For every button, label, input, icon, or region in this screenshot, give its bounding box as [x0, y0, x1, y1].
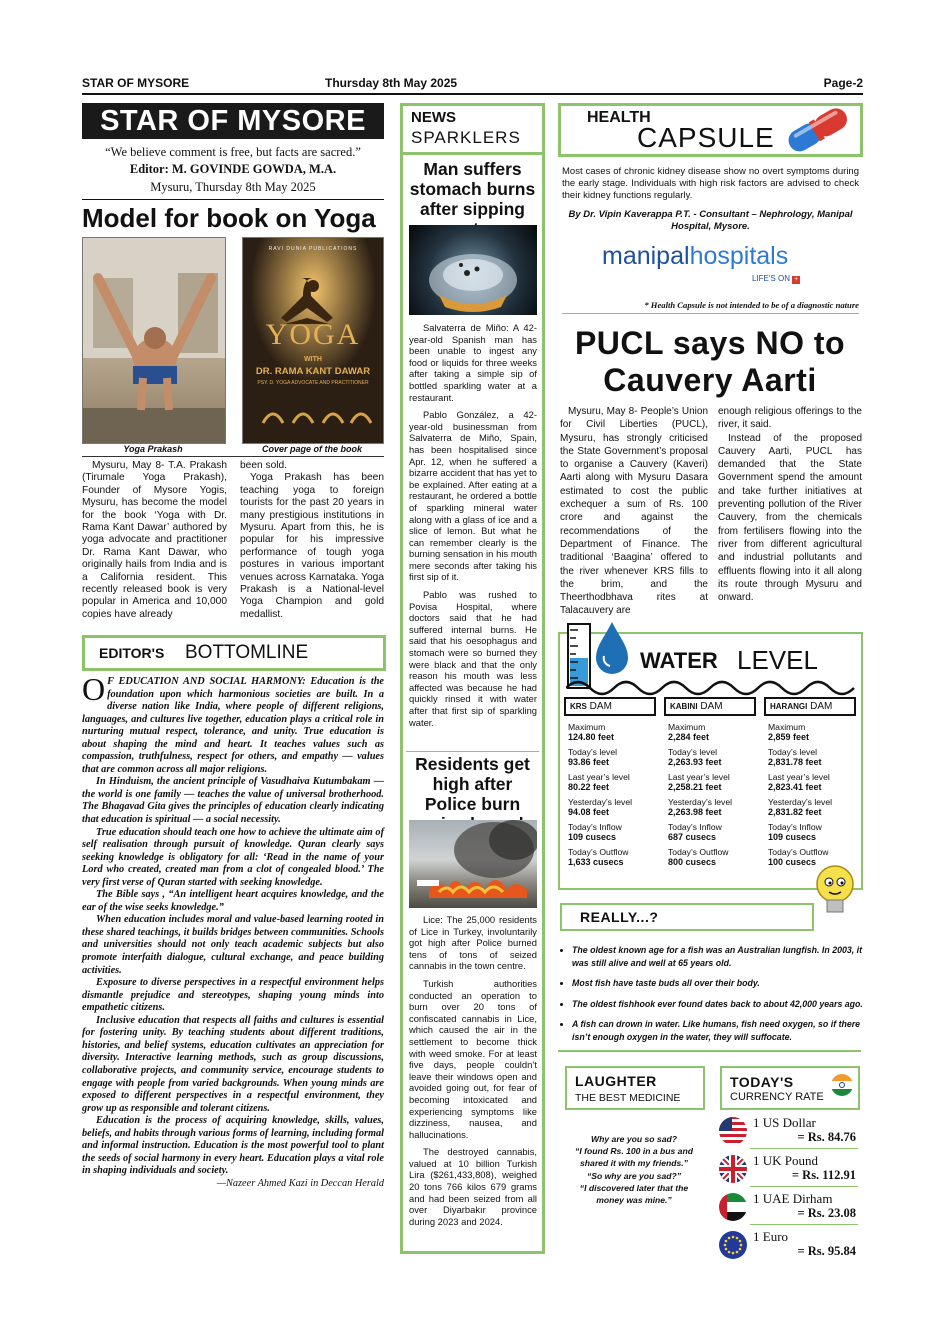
pucl-col2b: Instead of the proposed Cauvery Aarti, PUCL has demanded that the State Government spend the amount and take further initiatives at preventing pollution of the River Cauvery, from the chemicals from fertilisers flowing into the river from different agricultural and industrial pollutants and effluents flowing into it all along its route through Mysuru and onward.	[718, 432, 862, 604]
dam-stat-label: Maximum	[768, 722, 806, 732]
currency-rule	[750, 1148, 858, 1149]
currency-unit: 1 UAE Dirham	[753, 1191, 833, 1206]
sparklers-label-bold: NEWS	[411, 109, 456, 126]
laughter-label-light: THE BEST MEDICINE	[575, 1092, 681, 1104]
currency-row	[718, 1115, 858, 1145]
water-label-bold: WATER	[640, 648, 718, 673]
currency-rule	[750, 1224, 858, 1225]
dam-name-bold: KABINI	[670, 702, 698, 711]
yoga-col2	[240, 460, 384, 621]
story2-paragraph: Lice: The 25,000 residents of Lice in Turkey, involuntarily got high after Police burned tens of tons of seized cannabis in the town centre.	[409, 914, 537, 972]
currency-rule	[750, 1186, 858, 1187]
currency-label-light: CURRENCY RATE	[730, 1091, 824, 1103]
us-flag-icon	[718, 1116, 748, 1146]
editorial-paragraph: Exposure to diverse perspectives in a respectful environment helps dismantle prejudice and stereotypes, shaping young minds into empathetic citizens.	[82, 977, 384, 1014]
dam-stat-value: 94.08 feet	[568, 807, 610, 817]
uk-flag-icon	[718, 1154, 748, 1184]
header-rule	[82, 93, 863, 95]
editorial-label-box	[82, 635, 386, 671]
dam-stat-value: 2,831.78 feet	[768, 757, 822, 767]
yoga-photo-caption: Yoga Prakash	[123, 444, 183, 454]
editorial-paragraph: The Bible says , “An intelligent heart acquires knowledge, and the ear of the wise seeks knowledge.”	[82, 889, 384, 913]
lightbulb-icon	[812, 862, 858, 922]
pucl-col1: Mysuru, May 8- People’s Union for Civil Liberties (PUCL), Mysuru, has strongly criticised the State Government’s proposal to organise a Cauvery (Kaveri) Aarti along with Mysuru Dasara estimated to cost the public exchequer a sum of Rs. 100 crore and against the recommendations of the Department of Finance. The traditional ‘Baagina’ offered to the river whenever KRS fills to the brim, and the Theerthodbhava rites at Talacauvery are	[560, 406, 708, 617]
dam-stat-label: Maximum	[668, 722, 706, 732]
story2-body	[409, 914, 537, 1233]
health-rule	[562, 313, 859, 314]
uae-flag-icon	[718, 1192, 748, 1222]
joke	[566, 1133, 702, 1206]
dam-stat-label: Today’s Outflow	[568, 847, 629, 857]
yoga-photo	[82, 237, 226, 444]
dam-name	[564, 697, 656, 716]
page-number: Page-2	[823, 76, 863, 90]
yoga-headline: Model for book on Yoga	[82, 203, 376, 233]
cover-subtitle: PSY. D. YOGA ADVOCATE AND PRACTITIONER	[257, 380, 369, 386]
masthead-editor: Editor: M. GOVINDE GOWDA, M.A.	[129, 162, 337, 176]
dam-stat-value: 2,284 feet	[668, 732, 710, 742]
joke-line: “So why are you sad?”	[586, 1170, 682, 1181]
dam-column	[764, 697, 856, 872]
story1-paragraph: Salvaterra de Miño: A 42-year-old Spanish man has been unable to ingest any food or liquids for three weeks after taking a simple sip of bottled sparkling water at a restaurant.	[409, 322, 537, 403]
editorial-label-bold: EDITOR'S	[99, 645, 165, 661]
story2-paragraph: The destroyed cannabis, valued at 10 billion Turkish Lira ($261,433,808), weighed 20 tons 766 kilos 679 grams and had been seized from all over Diyarbakır province during 2023 and 2024.	[409, 1146, 537, 1227]
dam-stat-label: Maximum	[568, 722, 606, 732]
cover-title: YOGA	[265, 318, 361, 351]
editorial-label-light: BOTTOMLINE	[185, 642, 309, 663]
dam-stat-label: Today’s level	[768, 747, 818, 757]
book-cover	[242, 237, 384, 444]
dam-stat-value: 2,258.21 feet	[668, 782, 722, 792]
masthead-motto: “We believe comment is free, but facts are sacred.”	[105, 145, 361, 159]
sparklers-divider	[400, 152, 545, 155]
dam-stat-label: Today’s Inflow	[568, 822, 622, 832]
manipal-logo-b: hospitals	[689, 242, 789, 270]
dam-name	[664, 697, 756, 716]
editorial-paragraph: In Hinduism, the ancient principle of Vasudhaiva Kutumbakam — the world is one family — teaches the value of universal brotherhood. The Bhagavad Gita gives the principles of education clearly indicating that education is spiritual — a social necessity.	[82, 776, 384, 826]
dam-stat-label: Today’s Outflow	[768, 847, 829, 857]
masthead-title: STAR OF MYSORE	[82, 103, 384, 139]
dam-name-light: DAM	[589, 701, 612, 712]
dam-stat-label: Today’s level	[568, 747, 618, 757]
dam-stat-label: Today’s Outflow	[668, 847, 729, 857]
dam-stat-value: 1,633 cusecs	[568, 857, 624, 867]
editorial-paragraph: True education should teach one how to achieve the ultimate aim of self realisation through pursuit of knowledge. Quran clearly says seeking knowledge is obligatory for all: ‘Read in the name of your Lord who created, created man from a clot of congealed blood.’ The very first verse of Quran started with seeking knowledge.	[82, 826, 384, 888]
health-label-light: CAPSULE	[637, 122, 775, 153]
really-label: REALLY...?	[580, 909, 659, 925]
story1-headline: Man suffers stomach burns after sipping	[409, 159, 536, 219]
fact-item: • Most fish have taste buds all over their body.	[572, 977, 872, 990]
health-text: Most cases of chronic kidney disease show no overt symptoms during the early stage. Individuals with high risk factors are advised to check their kidney functions regularly.	[562, 166, 859, 201]
joke-line: “I discovered later that the money was mine.”	[579, 1182, 689, 1206]
laughter-label-box	[565, 1066, 705, 1110]
dam-name-bold: HARANGI	[770, 702, 808, 711]
pucl-col2a: enough religious offerings to the river, it said.	[718, 406, 862, 431]
story1-body	[409, 322, 537, 734]
dam-stat-value: 109 cusecs	[768, 832, 817, 842]
issue-date: Thursday 8th May 2025	[325, 76, 458, 90]
currency-row	[718, 1191, 858, 1221]
water-waves-icon	[566, 676, 856, 698]
health-disclaimer: * Health Capsule is not intended to be of a diagnostic nature	[644, 300, 859, 310]
dam-name	[764, 697, 856, 716]
fact-item: • The oldest known age for a fish was an Australian lungfish. In 2003, it was still alive and well at 65 years old.	[572, 944, 872, 969]
dam-stat-value: 100 cusecs	[768, 857, 817, 867]
story2-paragraph: Turkish authorities conducted an operation to burn over 20 tons of confiscated cannabis in Lice, which caused the air in the settlement to become thick with weed smoke. For at least five days, people couldn’t leave their windows open and avoided going out, for fear of becoming intoxicated and experiencing symptoms like dizziness, nausea, and hallucinations.	[409, 977, 537, 1140]
dam-stat-label: Last year’s level	[568, 772, 630, 782]
dam-stat-value: 2,859 feet	[768, 732, 810, 742]
dam-name-bold: KRS	[570, 702, 587, 711]
capsule-icon	[779, 102, 859, 154]
pucl-col2	[718, 405, 862, 604]
caption-rule	[82, 456, 384, 457]
dam-stat-label: Last year’s level	[668, 772, 730, 782]
masthead-rule	[82, 199, 384, 200]
laughter-label-bold: LAUGHTER	[575, 1073, 657, 1089]
story1-paragraph: Pablo was rushed to Povisa Hospital, where doctors said that he had suffered internal burns. He said that his oesophagus and stomach were so burned they were black and that the only reason his mouth was less affected was because he had quickly rinsed it with water after that first sip of sparkling water.	[409, 589, 537, 728]
dam-name-light: DAM	[810, 701, 833, 712]
yoga-col2b: Yoga Prakash has been teaching yoga to foreign tourists for the past 20 years in many prestigious institutions in Mysuru. Apart from this, he is popular for his impressive performance of tough yoga postures in various important venues across Karnataka. Yoga Prakash is a National-level Yoga Champion and gold medallist.	[240, 472, 384, 620]
sparklers-label-light: SPARKLERS	[411, 128, 521, 147]
fact-item: • The oldest fishhook ever found dates back to about 42,000 years ago.	[572, 998, 872, 1011]
editorial-paragraph: F EDUCATION AND SOCIAL HARMONY: Education is the foundation upon which harmonious societies are built. In a diverse nation like India, where people of different religions, languages, and cultures live together, education plays a critical role in nurturing mutual respect, tolerance, and unity. True education is about shaping the mind and heart. It teaches values such as compassion, truthfulness, respect for others, and empathy — values that are common across all major religions.	[82, 676, 384, 775]
currency-label-bold: TODAY'S	[730, 1074, 794, 1090]
currency-unit: 1 Euro	[753, 1229, 789, 1244]
story2-headline: Residents get high after Police burn	[415, 754, 530, 814]
dam-stat-label: Today’s Inflow	[668, 822, 722, 832]
dam-stat-value: 2,823.41 feet	[768, 782, 822, 792]
eu-flag-icon	[718, 1230, 748, 1260]
manipal-tagline-text: LIFE'S ON	[752, 274, 790, 283]
currency-row	[718, 1153, 858, 1183]
health-label-bold: HEALTH	[587, 109, 651, 126]
dam-stat-value: 2,263.93 feet	[668, 757, 722, 767]
really-rule	[558, 1050, 861, 1052]
dam-stat-value: 93.86 feet	[568, 757, 610, 767]
editorial-paragraph: When education includes moral and value-based learning rooted in these shared teachings, it builds bridges between communities. Schools and universities should not only teach academic subjects but also promote interfaith dialogue, cultural exchange, and peace building activities.	[82, 914, 384, 976]
editorial-paragraph: Inclusive education that respects all faiths and cultures is essential for fostering unity. By teaching students about different traditions, histories, and belief systems, education cultivates an appreciation for diversity. Interactive learning methods, such as group discussions, collaborative projects, and community service, encourage students to engage with people from varied backgrounds. When young minds are exposed to different perspectives in a respectful environment, they grow up as responsible and tolerant citizens.	[82, 1014, 384, 1114]
cover-with: WITH	[304, 356, 322, 363]
currency-label-box	[720, 1066, 860, 1110]
really-facts	[560, 944, 872, 1051]
currency-value: = Rs. 112.91	[791, 1168, 856, 1182]
dam-stat-value: 800 cusecs	[668, 857, 717, 867]
currency-value: = Rs. 95.84	[797, 1244, 856, 1258]
editorial-dropcap: O	[82, 671, 106, 707]
currency-unit: 1 US Dollar	[753, 1115, 816, 1130]
story-divider	[406, 751, 539, 752]
yoga-pose-illustration	[83, 238, 225, 443]
editorial-paragraph: Education is the process of acquiring knowledge, skills, values, beliefs, and habits through various forms of learning, including formal and informal instruction. Education is the most powerful tool to plant the seeds of social harmony in every heart. Education plays a vital role in shaping individuals and society.	[82, 1115, 384, 1177]
page-header	[82, 76, 863, 92]
dam-stat-label: Last year’s level	[768, 772, 830, 782]
dam-stat-value: 80.22 feet	[568, 782, 610, 792]
currency-value: = Rs. 23.08	[797, 1206, 856, 1220]
cover-caption: Cover page of the book	[261, 444, 362, 454]
joke-line: Why are you so sad?	[591, 1134, 677, 1144]
india-flag-icon	[830, 1073, 854, 1097]
dam-column	[564, 697, 656, 872]
editorial-byline: —Nazeer Ahmed Kazi in Deccan Herald	[216, 1177, 384, 1189]
health-author: By Dr. Vipin Kaverappa P.T. - Consultant – Nephrology, Manipal Hospital, Mysore.	[568, 209, 853, 232]
dam-stat-value: 2,263.98 feet	[668, 807, 722, 817]
glass-illustration	[409, 225, 537, 315]
yoga-col1: Mysuru, May 8- T.A. Prakash (Tirumale Yoga Prakash), Founder of Mysore Yogis, Mysuru, has become the model for the book ‘Yoga with Dr. Rama Kant Dawar’ authored by yoga advocate and practitioner Dr. Rama Kant Dawar, who originally hails from India and is a California resident. This recently released book is very popular in America and 10,000 copies have already	[82, 460, 227, 620]
joke-line: “I found Rs. 100 in a bus and shared it with my friends.”	[575, 1146, 693, 1169]
burning-weed-photo	[409, 820, 537, 908]
plus-icon: +	[794, 276, 799, 283]
currency-unit: 1 UK Pound	[753, 1153, 819, 1168]
dam-stat-label: Yesterday’s level	[568, 797, 633, 807]
manipal-tagline	[752, 274, 800, 284]
really-label-box	[560, 903, 814, 931]
dam-stat-value: 687 cusecs	[668, 832, 717, 842]
cover-author: DR. RAMA KANT DAWAR	[255, 366, 371, 377]
water-label-light: LEVEL	[737, 645, 818, 675]
yoga-col2a: been sold.	[240, 460, 288, 471]
story1-paragraph: Pablo González, a 42-year-old businessman from Salvaterra de Miño, Spain, has been hospitalised since Apr. 12, when he suffered a bizarre accident that has yet to be explained. After eating at a restaurant, he ordered a bottle of sparkling mineral water along with a glass of ice and a slice of lemon. But what he can remember clearly is the burning sensation in his mouth mere seconds after taking his first sip of it.	[409, 409, 537, 583]
fact-item: • A fish can drown in water. Like humans, fish need oxygen, so if there isn’t enough oxygen in the water, they will suffocate.	[572, 1018, 872, 1043]
currency-row	[718, 1229, 858, 1259]
editorial-body	[82, 671, 384, 1190]
dam-name-light: DAM	[700, 701, 723, 712]
health-label-box	[558, 103, 863, 157]
manipal-logo	[602, 242, 788, 271]
dam-stat-label: Today’s level	[668, 747, 718, 757]
dam-stat-value: 124.80 feet	[568, 732, 615, 742]
dam-column	[664, 697, 756, 872]
cover-publisher: RAVI DUNIA PUBLICATIONS	[268, 246, 358, 252]
dam-stat-label: Yesterday’s level	[768, 797, 833, 807]
dam-stat-value: 2,831.82 feet	[768, 807, 822, 817]
currency-list	[718, 1115, 858, 1259]
paper-name: STAR OF MYSORE	[82, 76, 190, 90]
currency-value: = Rs. 84.76	[797, 1130, 856, 1144]
dam-stat-label: Yesterday’s level	[668, 797, 733, 807]
dam-stat-value: 109 cusecs	[568, 832, 617, 842]
masthead-dateline: Mysuru, Thursday 8th May 2025	[150, 180, 316, 194]
pucl-headline: PUCL says NO to Cauvery Aarti	[574, 325, 846, 398]
fire-illustration	[409, 820, 537, 908]
dam-stat-label: Today’s Inflow	[768, 822, 822, 832]
water-glass-photo	[409, 225, 537, 315]
manipal-logo-a: manipal	[602, 242, 690, 270]
